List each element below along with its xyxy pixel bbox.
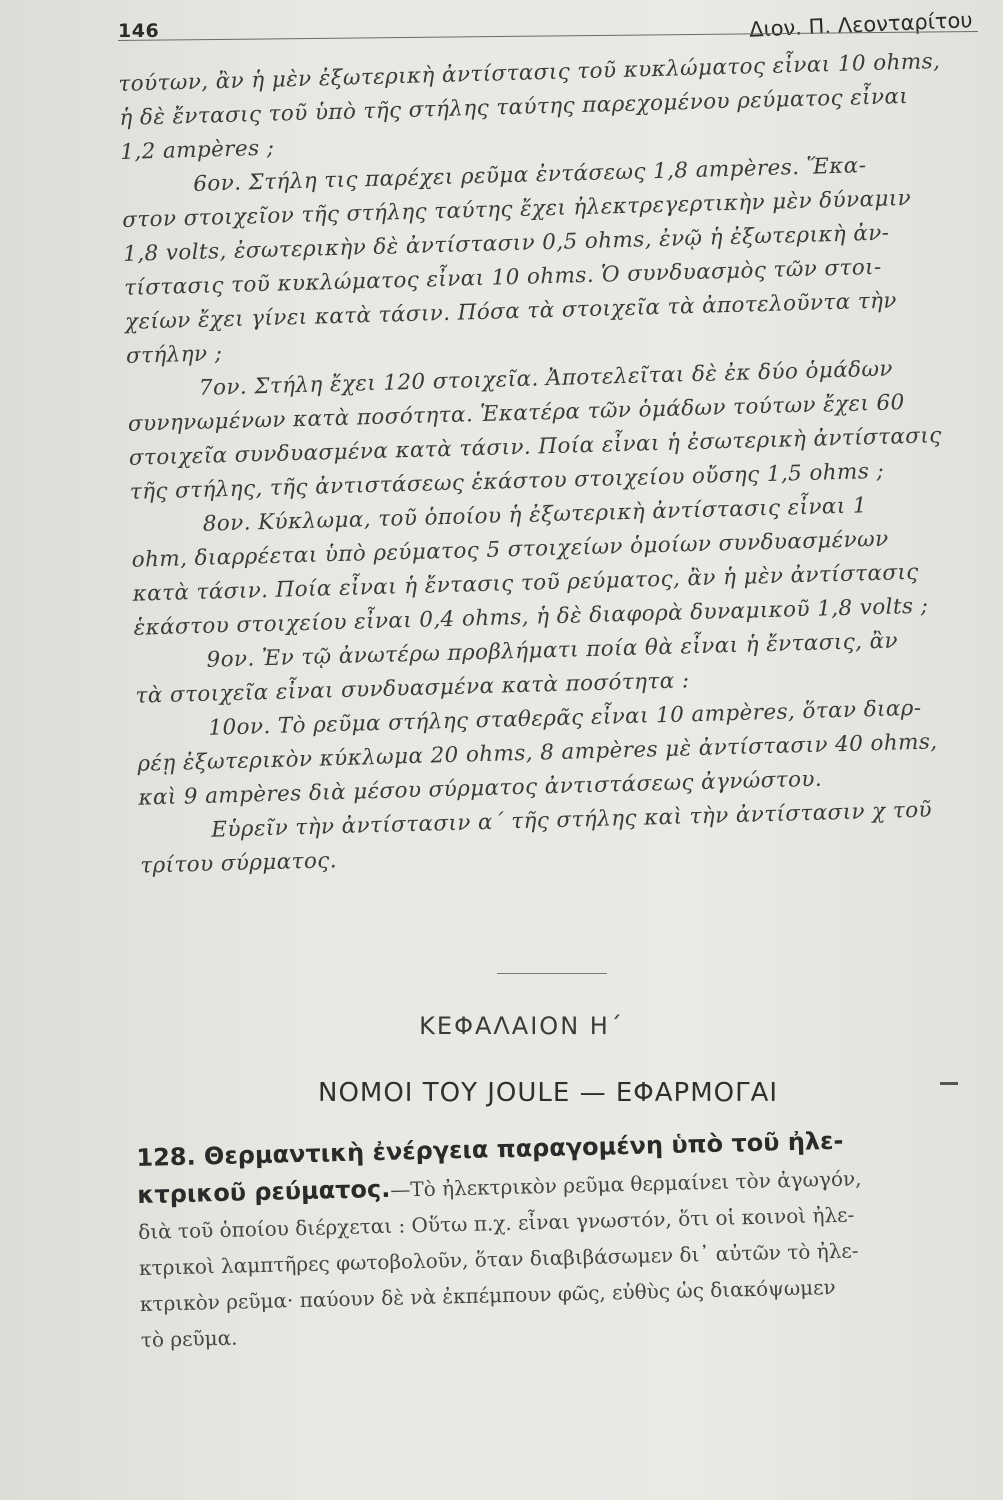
problem-text-line: στον στοιχεῖον τῆς στήλης ταύτης ἔχει ἠλεκτρεγερτικὴν μὲν δύναμιν (121, 185, 912, 233)
problem-text-line: καὶ 9 ampères διὰ μέσου σύρματος ἀντιστάσεως ἀγνώστου. (138, 766, 823, 811)
problem-text-line: ρέῃ ἐξωτερικὸν κύκλωμα 20 ohms, 8 ampères μὲ ἀντίστασιν 40 ohms, (137, 729, 938, 777)
title-dash-mark (940, 1082, 958, 1085)
section-body-line: κτρικὸν ρεῦμα· παύουν δὲ νὰ ἐκπέμπουν φῶς, εὐθὺς ὡς διακόψωμεν (139, 1274, 836, 1316)
problem-text-line: στήλην ; (125, 341, 223, 369)
section-heading-cont: κτρικοῦ ρεύματος. (137, 1174, 391, 1209)
problem-text-line: τρίτου σύρματος. (139, 848, 338, 879)
page-header (118, 8, 978, 42)
problem-text-line: ἑκάστου στοιχείου εἶναι 0,4 ohms, ἡ δὲ διαφορὰ δυναμικοῦ 1,8 volts ; (133, 593, 929, 641)
problem-text-line: 7ον. Στήλη ἔχει 120 στοιχεῖα. Ἀποτελεῖται δὲ ἐκ δύο ὁμάδων (198, 356, 894, 401)
section-128 (136, 1119, 991, 1358)
problem-text-line: 6ον. Στήλη τις παρέχει ρεῦμα ἐντάσεως 1,8 ampères. Ἕκα- (192, 153, 867, 197)
chapter-label: ΚΕΦΑΛΑΙΟΝ Η΄ (419, 1012, 624, 1040)
problem-text-line: τῆς στήλης, τῆς ἀντιστάσεως ἑκάστου στοιχείου οὔσης 1,5 ohms ; (129, 458, 885, 505)
problem-text-line: στοιχεῖα συνδυασμένα κατὰ τάσιν. Ποία εἶναι ἡ ἐσωτερικὴ ἀντίστασις (128, 423, 942, 471)
section-body-line: τὸ ρεῦμα. (140, 1325, 238, 1352)
problem-text-line: συνηνωμένων κατὰ ποσότητα. Ἑκατέρα τῶν ὁμάδων τούτων ἔχει 60 (127, 390, 905, 437)
section-text: —Τὸ ἠλεκτρικὸν ρεῦμα θερμαίνει τὸν ἀγωγόν, (390, 1166, 862, 1202)
problem-text-line: τούτων, ἂν ἡ μὲν ἐξωτερικὴ ἀντίστασις τοῦ κυκλώματος εἶναι 10 ohms, (118, 49, 941, 97)
problem-text-line: Εὑρεῖν τὴν ἀντίστασιν α΄ τῆς στήλης καὶ τὴν ἀντίστασιν χ τοῦ (210, 797, 933, 843)
problem-text-line: 1,8 volts, ἐσωτερικὴν δὲ ἀντίστασιν 0,5 ohms, ἐνῷ ἡ ἐξωτερικὴ ἀν- (122, 220, 890, 267)
problem-text-line: 1,2 ampères ; (120, 135, 275, 165)
problem-text-line: 9ον. Ἐν τῷ ἀνωτέρω προβλήματι ποία θὰ εἶναι ἡ ἔντασις, ἂν (206, 628, 899, 673)
section-body-line: κτρικοὶ λαμπτῆρες φωτοβολοῦν, ὅταν διαβιβάσωμεν δι᾽ αὐτῶν τὸ ἠλε- (138, 1238, 859, 1280)
running-head: Διον. Π. Λεονταρίτου (748, 8, 973, 42)
section-divider (497, 973, 607, 974)
problem-text-line: ἡ δὲ ἔντασις τοῦ ὑπὸ τῆς στήλης ταύτης παρεχομένου ρεύματος εἶναι (119, 83, 909, 131)
section-body-line: διὰ τοῦ ὁποίου διέρχεται : Οὕτω π.χ. εἶναι γνωστόν, ὅτι οἱ κοινοὶ ἠλε- (137, 1202, 855, 1244)
problem-text-line: ohm, διαρρέεται ὑπὸ ρεύματος 5 στοιχείων ὁμοίων συνδυασμένων (131, 526, 889, 573)
chapter-title: ΝΟΜΟΙ ΤΟΥ JOULE — ΕΦΑΡΜΟΓΑΙ (318, 1078, 779, 1108)
section-heading: 128. Θερμαντικὴ ἐνέργεια παραγομένη ὑπὸ τοῦ ἠλε- (136, 1126, 844, 1172)
problem-text-line: τὰ στοιχεῖα εἶναι συνδυασμένα κατὰ ποσότητα : (135, 668, 690, 709)
problems-block (118, 44, 1000, 884)
problem-text-line: 10ον. Τὸ ρεῦμα στήλης σταθερᾶς εἶναι 10 ampères, ὅταν διαρ- (208, 695, 922, 741)
problem-text-line: 8ον. Κύκλωμα, τοῦ ὁποίου ἡ ἐξωτερικὴ ἀντίστασις εἶναι 1 (202, 493, 868, 537)
page-number: 146 (118, 20, 160, 42)
problem-text-line: τίστασις τοῦ κυκλώματος εἶναι 10 ohms. Ὁ συνδυασμὸς τῶν στοι- (123, 254, 882, 301)
problem-text-line: χείων ἔχει γίνει κατὰ τάσιν. Πόσα τὰ στοιχεῖα τὰ ἀποτελοῦντα τὴν (124, 288, 898, 335)
problem-text-line: κατὰ τάσιν. Ποία εἶναι ἡ ἔντασις τοῦ ρεύματος, ἂν ἡ μὲν ἀντίστασις (132, 559, 920, 607)
